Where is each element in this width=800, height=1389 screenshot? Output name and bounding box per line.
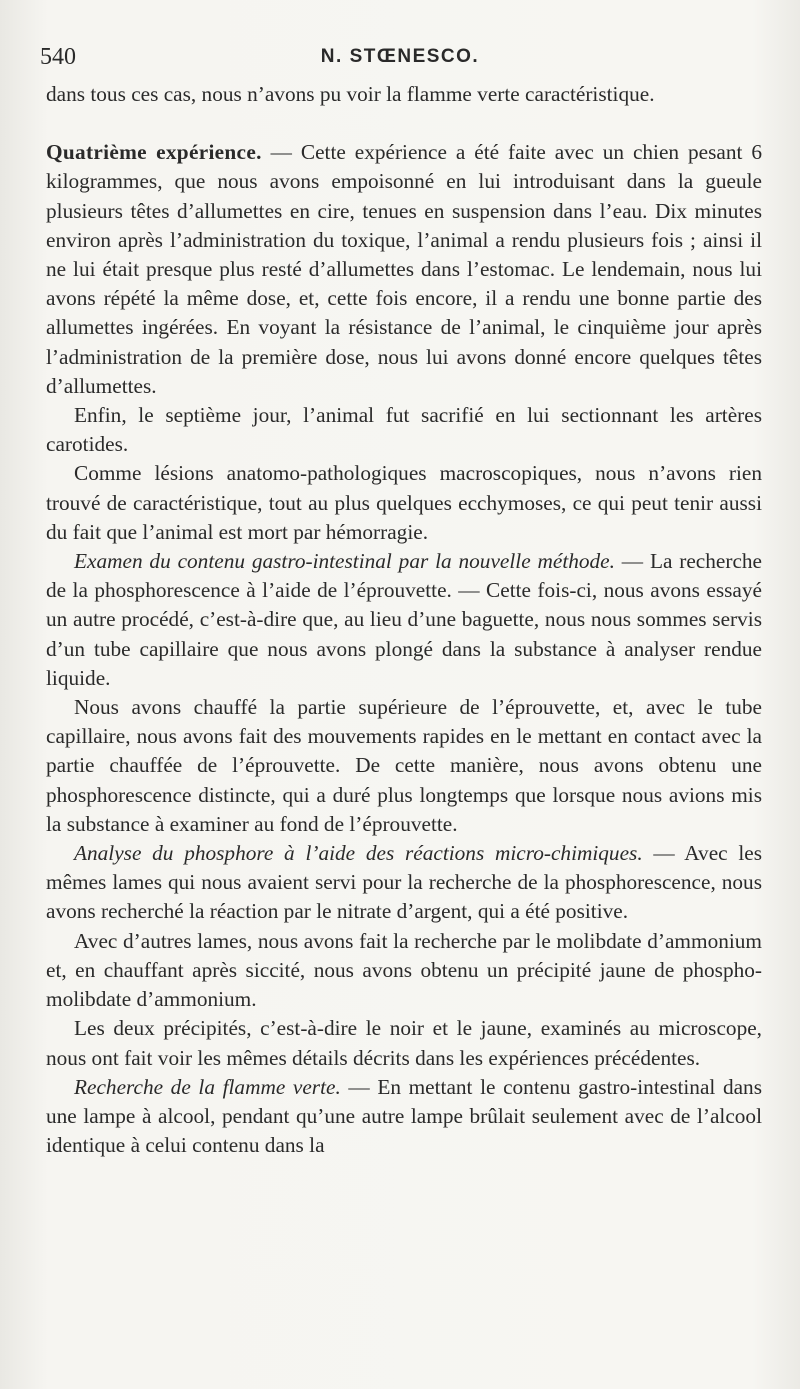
page-header [40, 40, 760, 80]
body-text [46, 80, 762, 1160]
paragraph-examination [46, 547, 762, 693]
paragraph-text: Nous avons chauffé la partie supérieure de l’éprouvette, et, avec le tube capillaire, nous avons fait des mouvements rapides en le mettant en contact avec la partie chauffée de l’éprouvette. De cette manière, nous avons obtenu une phosphorescence distincte, qui a duré plus longtemps que lorsque nous avions mis la substance à examiner au fond de l’éprouvette. [46, 695, 762, 836]
paragraph-text: — Cette expérience a été faite avec un chien pesant 6 kilogrammes, que nous avons empoisonné en lui introduisant dans la gueule plusieurs têtes d’allumettes en cire, tenues en suspension dans l’eau. Dix minutes environ après l’administration du toxique, l’animal a rendu plusieurs fois ; ainsi il ne lui était presque plus resté d’allumettes dans l’estomac. Le lendemain, nous lui avons répété la même dose, et, cette fois encore, il a rendu une bonne partie des allumettes ingérées. En voyant la résistance de l’animal, le cinquième jour après l’administration de la première dose, nous lui avons donné encore quelques têtes d’allumettes. [46, 140, 762, 398]
page-number: 540 [40, 44, 76, 70]
paragraph-heating [46, 693, 762, 839]
section-heading-examination: Examen du contenu gastro-intestinal par la nouvelle méthode. [74, 549, 615, 574]
paragraph-precipitates [46, 1014, 762, 1072]
paragraph-molybdate [46, 927, 762, 1015]
paragraph-green-flame [46, 1073, 762, 1161]
paragraph-continuation [46, 80, 762, 109]
section-heading-green-flame: Recherche de la flamme verte. [74, 1074, 341, 1099]
section-heading-analysis: Analyse du phosphore à l’aide des réactions micro-chimiques. [74, 841, 643, 866]
paragraph-experiment-four [46, 138, 762, 401]
paragraph-text: — En mettant le contenu gastro-intestinal dans une lampe à alcool, pendant qu’une autre lampe brûlait seulement avec de l’alcool identique à celui contenu dans la [46, 1074, 762, 1158]
paragraph-text: — Avec les mêmes lames qui nous avaient servi pour la recherche de la phosphorescence, nous avons recherché la réaction par le nitrate d’argent, qui a été positive. [46, 841, 763, 924]
paragraph-text: Avec d’autres lames, nous avons fait la recherche par le molibdate d’ammonium et, en chauffant après siccité, nous avons obtenu un précipité jaune de phospho-molibdate d’ammonium. [46, 928, 762, 1012]
section-heading-experiment-four: Quatrième expérience. [46, 140, 262, 165]
paragraph-sacrifice [46, 401, 762, 459]
paragraph-text: Comme lésions anatomo-pathologiques macroscopiques, nous n’avons rien trouvé de caractéristique, tout au plus quelques ecchymoses, ce qui peut tenir aussi du fait que l’animal est mort par hémorragie. [46, 461, 762, 544]
paragraph-text: — La recherche de la phosphorescence à l’aide de l’éprouvette. — Cette fois-ci, nous avons essayé un autre procédé, c’est-à-dire que, au lieu d’une baguette, nous nous sommes servis d’un tube capillaire que nous avons plongé dans la substance à analyser rendue liquide. [46, 549, 762, 690]
running-head: N. STŒNESCO. [320, 46, 480, 67]
paragraph-text: dans tous ces cas, nous n’avons pu voir la flamme verte caractéristique. [46, 82, 655, 106]
paragraph-text: Les deux précipités, c’est-à-dire le noir et le jaune, examinés au microscope, nous ont fait voir les mêmes détails décrits dans les expériences précédentes. [46, 1016, 762, 1070]
paragraph-text: Enfin, le septième jour, l’animal fut sacrifié en lui sectionnant les artères carotides. [46, 403, 762, 457]
paragraph-lesions [46, 459, 762, 547]
paragraph-analysis [46, 839, 762, 927]
